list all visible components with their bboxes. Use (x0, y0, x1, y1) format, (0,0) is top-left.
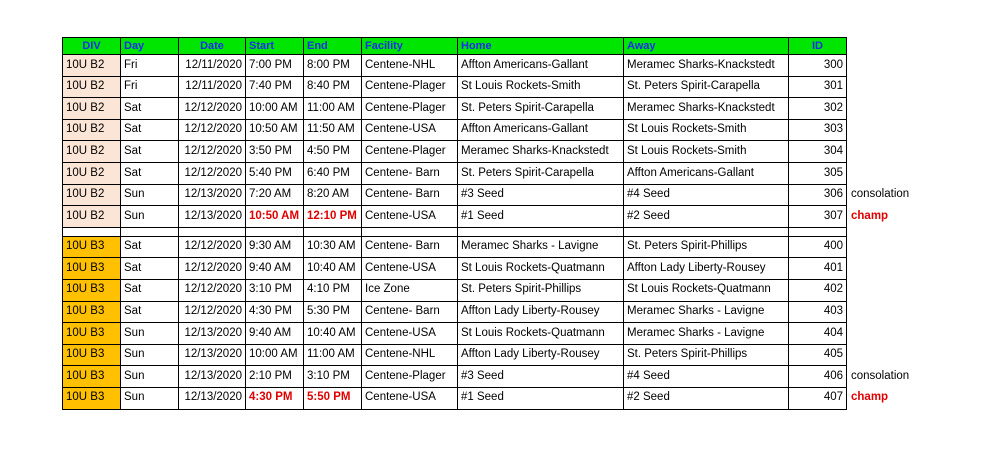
cell-day: Sat (121, 301, 179, 323)
cell-end: 10:30 AM (304, 236, 362, 258)
cell-facility: Centene-USA (362, 119, 458, 141)
cell-note (847, 162, 919, 184)
cell-away: Meramec Sharks-Knackstedt (624, 55, 789, 77)
cell-note (847, 258, 919, 280)
cell-id: 400 (789, 236, 847, 258)
divider-cell (362, 227, 458, 236)
cell-date: 12/13/2020 (179, 366, 246, 388)
cell-note (847, 279, 919, 301)
cell-id: 406 (789, 366, 847, 388)
cell-facility: Centene-USA (362, 387, 458, 409)
cell-note (847, 119, 919, 141)
cell-note (847, 55, 919, 77)
cell-day: Fri (121, 76, 179, 98)
table-row (63, 387, 919, 409)
cell-div: 10U B3 (63, 301, 121, 323)
cell-start: 2:10 PM (246, 366, 304, 388)
cell-date: 12/13/2020 (179, 206, 246, 228)
cell-facility: Centene-Plager (362, 98, 458, 120)
cell-away: St Louis Rockets-Smith (624, 141, 789, 163)
cell-facility: Centene-NHL (362, 55, 458, 77)
cell-id: 404 (789, 323, 847, 345)
cell-facility: Centene-NHL (362, 344, 458, 366)
cell-note (847, 323, 919, 345)
table-row (63, 76, 919, 98)
cell-div: 10U B3 (63, 323, 121, 345)
cell-div: 10U B2 (63, 55, 121, 77)
table-row (63, 323, 919, 345)
cell-day: Fri (121, 55, 179, 77)
cell-note (847, 141, 919, 163)
cell-div: 10U B2 (63, 119, 121, 141)
cell-start: 9:30 AM (246, 236, 304, 258)
cell-home: Affton Lady Liberty-Rousey (458, 344, 624, 366)
cell-note: champ (851, 209, 889, 222)
cell-div: 10U B2 (63, 206, 121, 228)
cell-div: 10U B2 (63, 184, 121, 206)
cell-id: 300 (789, 55, 847, 77)
cell-note (847, 344, 919, 366)
table-row (63, 258, 919, 280)
cell-note: consolation (851, 188, 910, 201)
cell-end: 11:50 AM (304, 119, 362, 141)
cell-away: St. Peters Spirit-Phillips (624, 344, 789, 366)
cell-day: Sat (121, 98, 179, 120)
header-div: DIV (63, 38, 121, 55)
cell-end: 8:00 PM (304, 55, 362, 77)
cell-id: 403 (789, 301, 847, 323)
header-start: Start (246, 38, 304, 55)
cell-start: 4:30 PM (246, 387, 304, 409)
cell-end: 10:40 AM (304, 258, 362, 280)
table-row (63, 301, 919, 323)
table-row (63, 119, 919, 141)
cell-id: 305 (789, 162, 847, 184)
cell-away: Meramec Sharks - Lavigne (624, 323, 789, 345)
cell-note: champ (851, 391, 889, 404)
cell-away: St. Peters Spirit-Carapella (624, 76, 789, 98)
divider-cell (624, 227, 789, 236)
schedule-table (62, 37, 919, 410)
cell-date: 12/12/2020 (179, 162, 246, 184)
cell-day: Sat (121, 162, 179, 184)
header-note-blank (847, 38, 919, 55)
cell-home: Affton Americans-Gallant (458, 119, 624, 141)
header-day: Day (121, 38, 179, 55)
cell-div: 10U B2 (63, 76, 121, 98)
table-row (63, 206, 919, 228)
cell-date: 12/12/2020 (179, 279, 246, 301)
cell-date: 12/13/2020 (179, 184, 246, 206)
cell-id: 303 (789, 119, 847, 141)
cell-date: 12/11/2020 (179, 55, 246, 77)
cell-div: 10U B3 (63, 258, 121, 280)
table-row (63, 236, 919, 258)
cell-away: St. Peters Spirit-Phillips (624, 236, 789, 258)
table-row (63, 162, 919, 184)
cell-start: 7:00 PM (246, 55, 304, 77)
schedule-body (63, 38, 919, 410)
cell-id: 405 (789, 344, 847, 366)
cell-end: 4:50 PM (304, 141, 362, 163)
cell-date: 12/12/2020 (179, 258, 246, 280)
table-row (63, 344, 919, 366)
table-row (63, 98, 919, 120)
cell-start: 9:40 AM (246, 258, 304, 280)
cell-facility: Centene- Barn (362, 301, 458, 323)
cell-note (847, 301, 919, 323)
cell-end: 5:50 PM (304, 387, 362, 409)
cell-div: 10U B2 (63, 141, 121, 163)
cell-note (847, 98, 919, 120)
cell-home: Meramec Sharks-Knackstedt (458, 141, 624, 163)
cell-away: Meramec Sharks-Knackstedt (624, 98, 789, 120)
cell-home: St Louis Rockets-Smith (458, 76, 624, 98)
cell-home: St Louis Rockets-Quatmann (458, 323, 624, 345)
cell-note (847, 236, 919, 258)
cell-start: 4:30 PM (246, 301, 304, 323)
table-row (63, 184, 919, 206)
cell-facility: Centene- Barn (362, 184, 458, 206)
cell-day: Sun (121, 206, 179, 228)
cell-away: #4 Seed (624, 366, 789, 388)
header-away: Away (624, 38, 789, 55)
cell-day: Sat (121, 236, 179, 258)
cell-day: Sun (121, 387, 179, 409)
cell-id: 307 (789, 206, 847, 228)
cell-away: #2 Seed (624, 387, 789, 409)
cell-div: 10U B3 (63, 366, 121, 388)
cell-end: 8:40 PM (304, 76, 362, 98)
cell-day: Sun (121, 323, 179, 345)
table-row (63, 279, 919, 301)
cell-day: Sat (121, 258, 179, 280)
table-row (63, 366, 919, 388)
cell-end: 11:00 AM (304, 98, 362, 120)
cell-date: 12/11/2020 (179, 76, 246, 98)
cell-start: 10:00 AM (246, 344, 304, 366)
cell-div: 10U B2 (63, 98, 121, 120)
divider-row (63, 227, 919, 236)
cell-facility: Centene-Plager (362, 141, 458, 163)
header-date: Date (179, 38, 246, 55)
header-facility: Facility (362, 38, 458, 55)
cell-start: 10:50 AM (246, 206, 304, 228)
divider-cell (246, 227, 304, 236)
cell-facility: Centene- Barn (362, 162, 458, 184)
cell-facility: Centene-USA (362, 258, 458, 280)
cell-home: #1 Seed (458, 206, 624, 228)
cell-day: Sat (121, 279, 179, 301)
header-id: ID (789, 38, 847, 55)
cell-start: 3:50 PM (246, 141, 304, 163)
cell-div: 10U B3 (63, 387, 121, 409)
cell-end: 11:00 AM (304, 344, 362, 366)
cell-home: St. Peters Spirit-Carapella (458, 162, 624, 184)
cell-end: 3:10 PM (304, 366, 362, 388)
cell-start: 5:40 PM (246, 162, 304, 184)
cell-div: 10U B3 (63, 344, 121, 366)
cell-id: 304 (789, 141, 847, 163)
header-home: Home (458, 38, 624, 55)
cell-home: #3 Seed (458, 184, 624, 206)
cell-date: 12/12/2020 (179, 119, 246, 141)
header-row (63, 38, 919, 55)
cell-end: 5:30 PM (304, 301, 362, 323)
cell-away: Meramec Sharks - Lavigne (624, 301, 789, 323)
divider-cell (304, 227, 362, 236)
cell-home: St. Peters Spirit-Carapella (458, 98, 624, 120)
cell-date: 12/12/2020 (179, 98, 246, 120)
cell-home: St Louis Rockets-Quatmann (458, 258, 624, 280)
divider-cell (63, 227, 121, 236)
cell-day: Sun (121, 344, 179, 366)
cell-home: #3 Seed (458, 366, 624, 388)
cell-id: 407 (789, 387, 847, 409)
cell-div: 10U B2 (63, 162, 121, 184)
cell-note: consolation (851, 369, 910, 382)
cell-day: Sun (121, 184, 179, 206)
cell-start: 7:20 AM (246, 184, 304, 206)
divider-cell (121, 227, 179, 236)
cell-end: 12:10 PM (304, 206, 362, 228)
cell-home: Affton Americans-Gallant (458, 55, 624, 77)
cell-facility: Centene-Plager (362, 366, 458, 388)
cell-end: 10:40 AM (304, 323, 362, 345)
cell-start: 10:50 AM (246, 119, 304, 141)
cell-date: 12/12/2020 (179, 301, 246, 323)
divider-cell (458, 227, 624, 236)
cell-home: #1 Seed (458, 387, 624, 409)
table-row (63, 55, 919, 77)
cell-date: 12/12/2020 (179, 141, 246, 163)
cell-id: 301 (789, 76, 847, 98)
cell-away: #2 Seed (624, 206, 789, 228)
cell-end: 8:20 AM (304, 184, 362, 206)
cell-start: 9:40 AM (246, 323, 304, 345)
cell-facility: Ice Zone (362, 279, 458, 301)
cell-date: 12/12/2020 (179, 236, 246, 258)
cell-div: 10U B3 (63, 279, 121, 301)
table-row (63, 141, 919, 163)
cell-day: Sat (121, 141, 179, 163)
cell-away: Affton Americans-Gallant (624, 162, 789, 184)
cell-home: St. Peters Spirit-Phillips (458, 279, 624, 301)
cell-end: 4:10 PM (304, 279, 362, 301)
cell-start: 3:10 PM (246, 279, 304, 301)
cell-div: 10U B3 (63, 236, 121, 258)
cell-end: 6:40 PM (304, 162, 362, 184)
cell-home: Meramec Sharks - Lavigne (458, 236, 624, 258)
divider-cell (847, 227, 919, 236)
cell-facility: Centene-USA (362, 323, 458, 345)
divider-cell (789, 227, 847, 236)
cell-away: #4 Seed (624, 184, 789, 206)
cell-facility: Centene-Plager (362, 76, 458, 98)
cell-away: Affton Lady Liberty-Rousey (624, 258, 789, 280)
cell-away: St Louis Rockets-Quatmann (624, 279, 789, 301)
cell-day: Sun (121, 366, 179, 388)
cell-note (847, 76, 919, 98)
cell-id: 402 (789, 279, 847, 301)
cell-start: 10:00 AM (246, 98, 304, 120)
cell-date: 12/13/2020 (179, 387, 246, 409)
cell-id: 401 (789, 258, 847, 280)
cell-id: 302 (789, 98, 847, 120)
cell-start: 7:40 PM (246, 76, 304, 98)
cell-day: Sat (121, 119, 179, 141)
cell-home: Affton Lady Liberty-Rousey (458, 301, 624, 323)
cell-facility: Centene- Barn (362, 236, 458, 258)
header-end: End (304, 38, 362, 55)
cell-id: 306 (789, 184, 847, 206)
cell-date: 12/13/2020 (179, 344, 246, 366)
divider-cell (179, 227, 246, 236)
cell-facility: Centene-USA (362, 206, 458, 228)
cell-away: St Louis Rockets-Smith (624, 119, 789, 141)
cell-date: 12/13/2020 (179, 323, 246, 345)
